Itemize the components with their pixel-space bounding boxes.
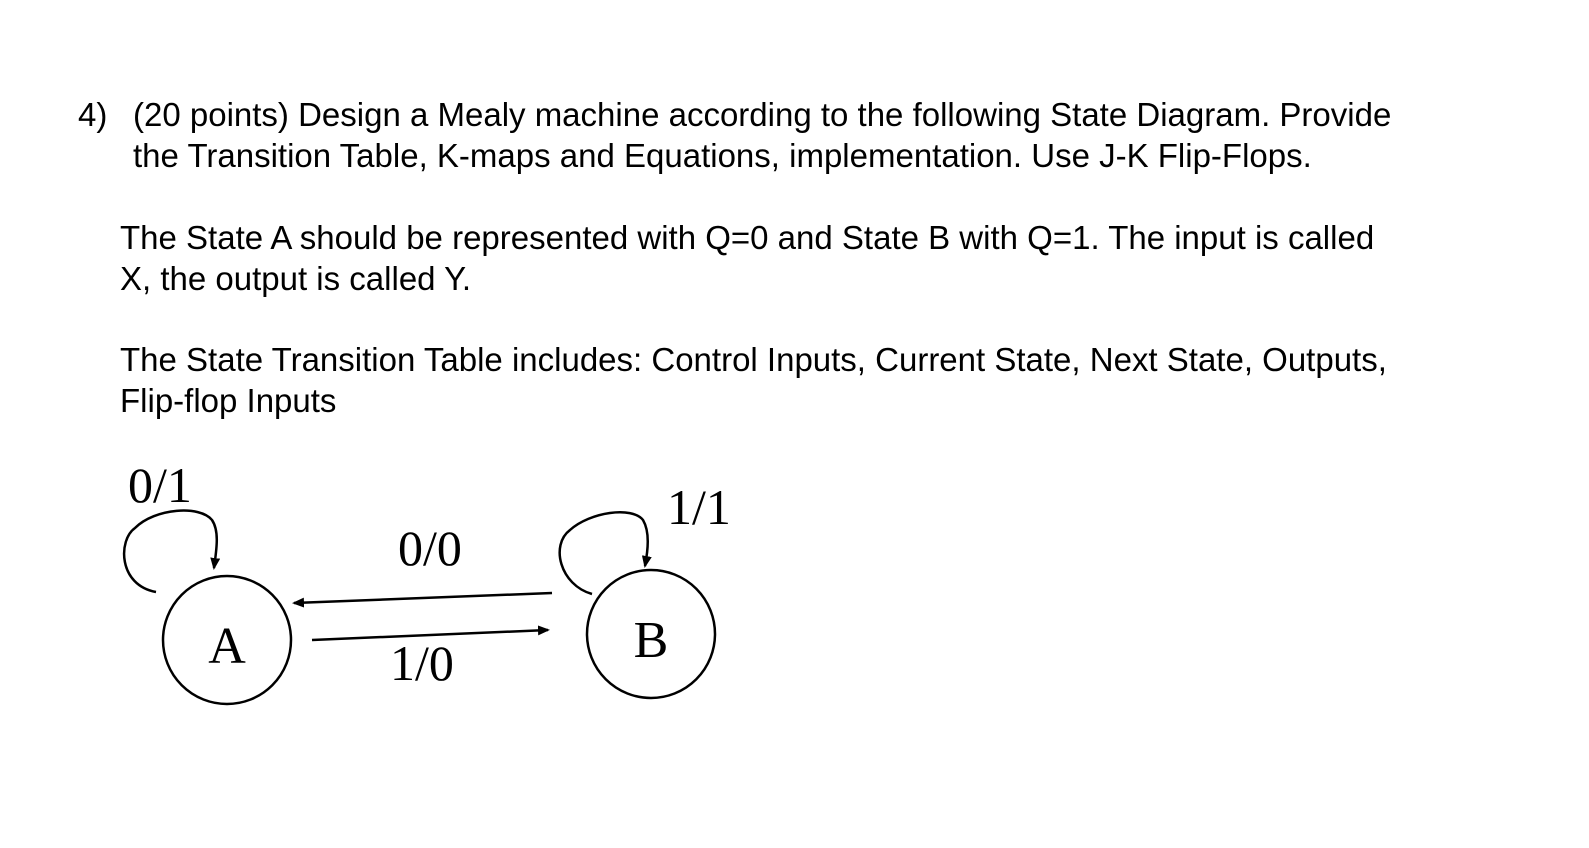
transition-label-a-to-b: 1/0 [390,635,454,691]
state-b-label: B [633,612,669,669]
transition-arrow-b-to-a [294,593,552,603]
table-contents-line-2: Flip-flop Inputs [120,382,337,419]
question-text-line-2: the Transition Table, K-maps and Equations, implementation. Use J-K Flip-Flops. [133,137,1312,174]
table-contents-line-1: The State Transition Table includes: Control Inputs, Current State, Next State, Outputs, [120,341,1387,378]
state-a-label: A [208,618,246,675]
transition-label-b-to-b: 1/1 [667,479,731,535]
state-encoding-line-2: X, the output is called Y. [120,260,472,297]
transition-label-b-to-a: 0/0 [398,520,462,576]
question-text-line-1: (20 points) Design a Mealy machine according to the following State Diagram. Provide [133,96,1392,133]
state-encoding-line-1: The State A should be represented with Q=0 and State B with Q=1. The input is called [120,219,1375,256]
question-number: 4) [78,96,108,133]
self-loop-b-arrow [560,512,648,594]
transition-label-a-to-a: 0/1 [128,457,192,513]
